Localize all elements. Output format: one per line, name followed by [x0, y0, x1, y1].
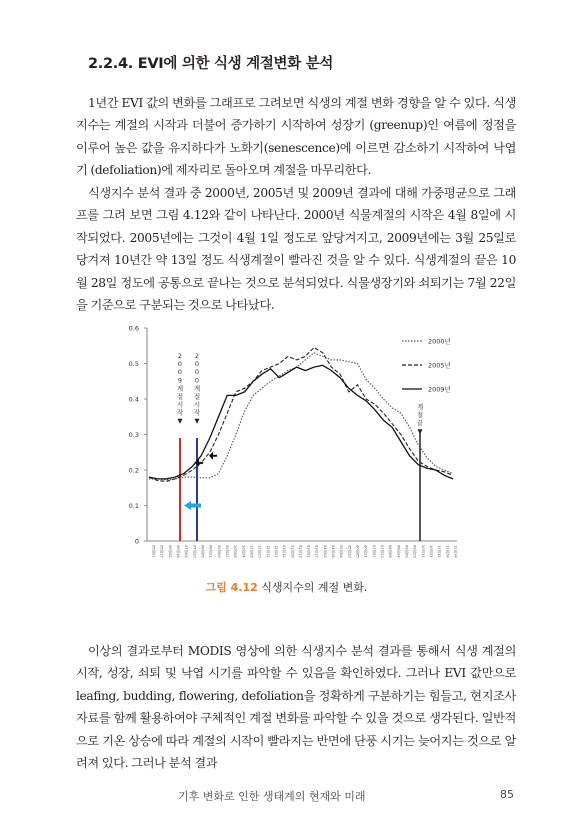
x-tick-label: 06월02: [167, 545, 172, 558]
marker-char: 0: [177, 368, 183, 377]
x-tick-label: 09월09: [404, 545, 409, 558]
y-tick-label: 0.6: [128, 324, 139, 333]
x-tick-label: 09월06: [216, 545, 221, 558]
x-tick-label: 04월02: [322, 545, 327, 558]
figure-caption: [0, 579, 573, 595]
marker-char: 절: [176, 392, 184, 401]
x-tick-label: 12월11: [265, 545, 270, 558]
caption-text: 식생지수의 계절 변화.: [257, 581, 368, 594]
x-tick-label: 03월01: [306, 545, 311, 558]
x-tick-label: 10월24: [241, 545, 246, 558]
caption-number: 그림 4.12: [205, 581, 258, 594]
y-tick-label: 0.3: [128, 431, 139, 439]
paragraph-2: 식생지수 분석 결과 중 2000년, 2005년 및 2009년 결과에 대해 가중평균으로 그래프를 그려 보면 그림 4.12와 같이 나타난다. 2000년 식물계절의 시작은 4월 8일에 시작되었다. 2005년에는 그것이 4월 1일 정도로 앞당겨지고, 2009년에는 3월 25일로 당겨져 10년간 약 13일 정도 식생계절이 빨라진 것을 알 수 있다. 식생계절의 끝은 10월 28일 정도에 공통으로 끝나는 것으로 분석되었다. 식물생장기와 쇠퇴기는 7월 22일을 기준으로 구분되는 것으로 나타났다.: [76, 186, 516, 313]
section-heading: 2.2.4. EVI에 의한 식생 계절변화 분석: [88, 56, 334, 72]
marker-char: 절: [193, 392, 201, 401]
x-tick-label: 10월27: [428, 545, 433, 558]
marker-char: 0: [194, 368, 200, 377]
marker-char: 0: [177, 360, 183, 369]
y-tick-label: 0.4: [128, 395, 139, 404]
marker-2009-label: [177, 352, 184, 424]
x-tick-label: 10월08: [233, 545, 238, 558]
x-tick-label: 07월04: [184, 545, 189, 558]
x-tick-label: 05월20: [347, 545, 352, 558]
x-tick-label: 08월05: [200, 545, 205, 558]
x-tick-label: 02월13: [298, 545, 303, 558]
marker-char: 절: [416, 411, 424, 420]
marker-char: 작: [193, 408, 201, 417]
marker-char: 계: [416, 403, 424, 411]
x-tick-labels: [152, 545, 459, 558]
x-tick-label: 06월21: [363, 545, 368, 558]
marker-arrow: [178, 419, 183, 424]
paragraph-3: 이상의 결과로부터 MODIS 영상에 의한 식생지수 분석 결과를 통해서 식생 계절의 시작, 성장, 쇠퇴 및 낙엽 시기를 파악할 수 있음을 확인하였다. 그러나 EVI 값만으로 leafing, budding, flowering, defoliation을 정확하게 구분하기는 힘들고, 현지조사 자료를 함께 활용하여야 구체적인 계절 변화를 파악할 수 있을 것으로 생각된다. 일반적으로 기온 상승에 따라 계절의 시작이 빨라지는 반면에 단풍 시기는 늦어지는 것으로 알려져 있다. 그러나 분석 결과: [76, 644, 516, 771]
legend-label: 2005년: [428, 361, 451, 370]
x-tick-label: 05월01: [151, 545, 156, 558]
x-tick-label: 01월28: [290, 545, 295, 558]
x-tick-label: 12월27: [273, 545, 278, 558]
x-tick-label: 09월25: [412, 545, 417, 558]
marker-char: 시: [176, 400, 184, 409]
legend-label: 2000년: [428, 337, 451, 346]
footer-title: 기후 변화로 인한 생태계의 현재와 미래: [178, 790, 366, 803]
marker-char: 계: [176, 384, 184, 393]
x-tick-label: 10월11: [420, 545, 425, 558]
x-tick-label: 04월18: [331, 545, 336, 558]
x-tick-label: 06월05: [355, 545, 360, 558]
marker-end-label: [417, 402, 424, 434]
x-tick-label: 08월08: [388, 545, 393, 558]
x-tick-label: 07월07: [371, 545, 376, 558]
x-tick-label: 11월09: [249, 545, 254, 558]
x-tick-label: 11월28: [445, 545, 450, 558]
marker-char: 2: [177, 352, 183, 360]
x-tick-label: 11월25: [257, 545, 262, 558]
marker-arrow: [195, 419, 200, 424]
marker-char: 끝: [416, 419, 424, 428]
x-tick-label: 07월20: [192, 545, 197, 558]
y-tick-label: 0.5: [128, 360, 139, 368]
marker-char: 시: [193, 400, 201, 409]
x-tick-label: 12월14: [453, 545, 458, 558]
x-tick-label: 01월12: [282, 545, 287, 558]
x-tick-label: 11월12: [437, 545, 442, 558]
marker-arrow: [418, 429, 423, 434]
y-tick-label: 0.2: [128, 466, 139, 475]
legend-label: 2009년: [428, 385, 451, 394]
y-tick-label: 0.1: [128, 502, 139, 510]
x-tick-label: 05월04: [339, 545, 344, 558]
legend: [402, 337, 451, 394]
page-number: 85: [500, 788, 514, 801]
paragraph-1: 1년간 EVI 값의 변화를 그래프로 그려보면 식생의 계절 변화 경향을 알 수 있다. 식생지수는 계절의 시작과 더불어 증가하기 시작하여 성장기 (greenup)인 여름에 정점을 이루어 높은 값을 유지하다가 노화기(senescence)에 이르면 감소하기 시작하여 낙엽기 (defoliation)에 제자리로 돌아오며 계절을 마무리한다.: [76, 96, 516, 178]
marker-char: 0: [194, 360, 200, 369]
y-tick-labels: [129, 325, 139, 546]
small-arrow: [209, 452, 217, 460]
season-markers: [177, 352, 424, 541]
marker-char: 0: [194, 376, 200, 385]
y-tick-label: 0: [134, 537, 139, 546]
marker-char: 계: [193, 384, 201, 393]
marker-char: 작: [176, 408, 184, 417]
x-tick-label: 07월23: [380, 545, 384, 558]
x-tick-label: 08월24: [396, 545, 401, 558]
x-tick-label: 06월18: [176, 545, 181, 558]
x-tick-label: 08월21: [208, 545, 213, 558]
shift-arrow: [184, 501, 201, 510]
evi-chart: [100, 316, 470, 576]
x-tick-label: 05월17: [159, 545, 164, 558]
marker-char: 2: [194, 352, 200, 360]
x-tick-label: 03월17: [314, 545, 319, 558]
x-tick-label: 09월22: [225, 545, 229, 558]
marker-2000-label: [194, 352, 201, 424]
marker-char: 9: [177, 376, 183, 385]
